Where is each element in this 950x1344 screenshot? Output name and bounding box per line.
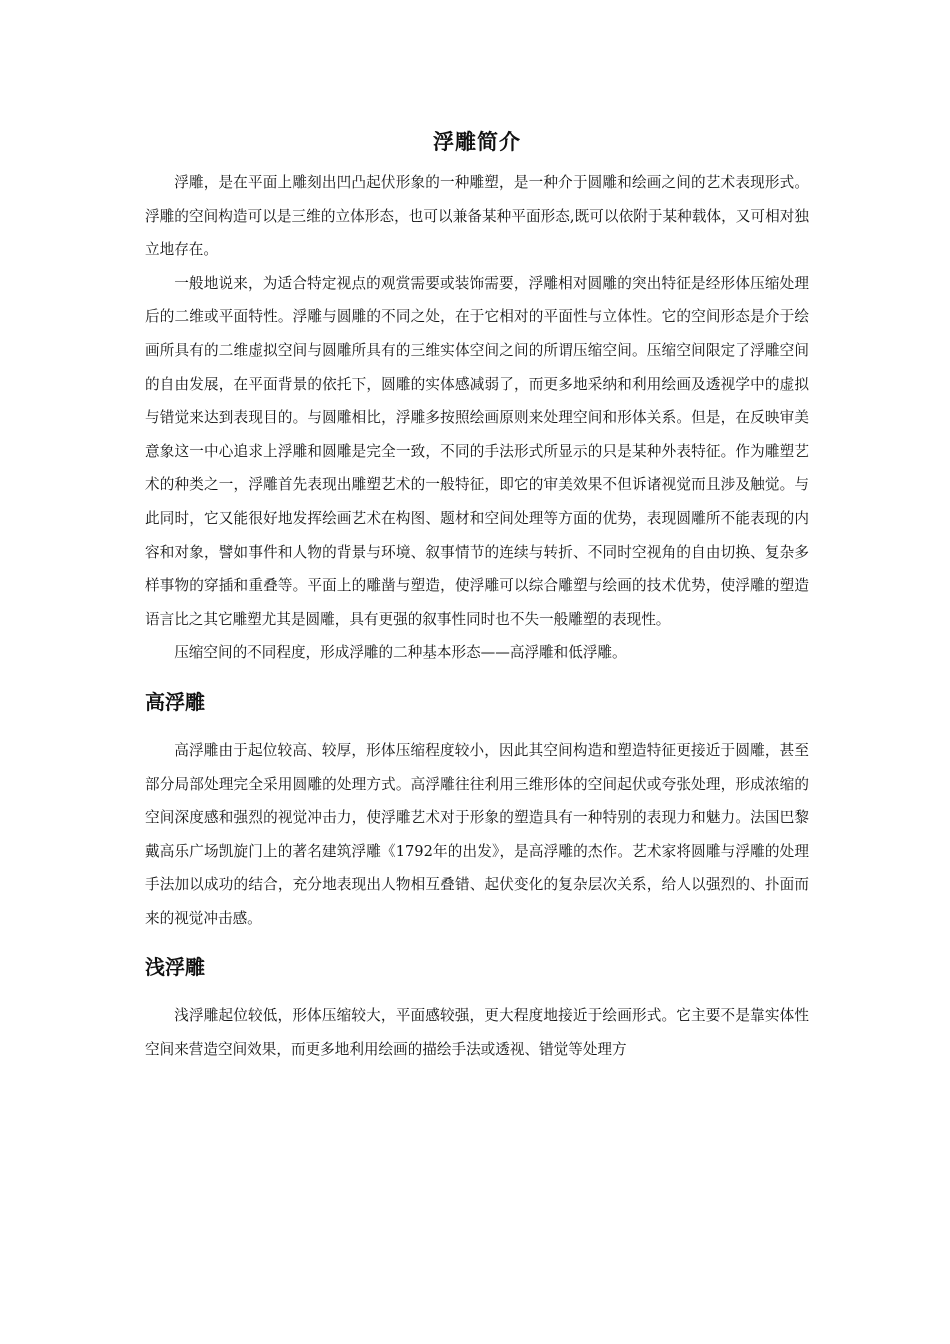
intro-paragraph-1: 浮雕，是在平面上雕刻出凹凸起伏形象的一种雕塑，是一种介于圆雕和绘画之间的艺术表现形式。浮雕的空间构造可以是三维的立体形态，也可以兼备某种平面形态,既可以依附于某种载体，又可相对独立地存在。 — [145, 174, 809, 259]
document-title: 浮雕简介 — [433, 130, 521, 154]
section-heading-low-relief: 浅浮雕 — [145, 955, 205, 980]
intro-paragraph-3: 压缩空间的不同程度，形成浮雕的二种基本形态——高浮雕和低浮雕。 — [174, 644, 627, 662]
document-page — [145, 122, 809, 1067]
intro-paragraph-2: 一般地说来，为适合特定视点的观赏需要或装饰需要，浮雕相对圆雕的突出特征是经形体压缩处理后的二维或平面特性。浮雕与圆雕的不同之处，在于它相对的平面性与立体性。它的空间形态是介于绘画所具有的二维虚拟空间与圆雕所具有的三维实体空间之间的所谓压缩空间。压缩空间限定了浮雕空间的自由发展，在平面背景的依托下，圆雕的实体感减弱了，而更多地采纳和利用绘画及透视学中的虚拟与错觉来达到表现目的。与圆雕相比，浮雕多按照绘画原则来处理空间和形体关系。但是，在反映审美意象这一中心追求上浮雕和圆雕是完全一致，不同的手法形式所显示的只是某种外表特征。作为雕塑艺术的种类之一，浮雕首先表现出雕塑艺术的一般特征，即它的审美效果不但诉诸视觉而且涉及触觉。与此同时，它又能很好地发挥绘画艺术在构图、题材和空间处理等方面的优势，表现圆雕所不能表现的内容和对象，譬如事件和人物的背景与环境、叙事情节的连续与转折、不同时空视角的自由切换、复杂多样事物的穿插和重叠等。平面上的雕凿与塑造，使浮雕可以综合雕塑与绘画的技术优势，使浮雕的塑造语言比之其它雕塑尤其是圆雕，具有更强的叙事性同时也不失一般雕塑的表现性。 — [145, 274, 809, 628]
section-paragraph-low-relief: 浅浮雕起位较低，形体压缩较大，平面感较强，更大程度地接近于绘画形式。它主要不是靠实体性空间来营造空间效果，而更多地利用绘画的描绘手法或透视、错觉等处理方 — [145, 1007, 809, 1059]
section-paragraph-high-relief: 高浮雕由于起位较高、较厚，形体压缩程度较小，因此其空间构造和塑造特征更接近于圆雕，甚至部分局部处理完全采用圆雕的处理方式。高浮雕往往利用三维形体的空间起伏或夸张处理，形成浓缩的空间深度感和强烈的视觉冲击力，使浮雕艺术对于形象的塑造具有一种特别的表现力和魅力。法国巴黎戴高乐广场凯旋门上的著名建筑浮雕《1792年的出发》，是高浮雕的杰作。艺术家将圆雕与浮雕的处理手法加以成功的结合，充分地表现出人物相互叠错、起伏变化的复杂层次关系，给人以强烈的、扑面而来的视觉冲击感。 — [145, 741, 809, 927]
section-heading-high-relief: 高浮雕 — [145, 689, 205, 714]
